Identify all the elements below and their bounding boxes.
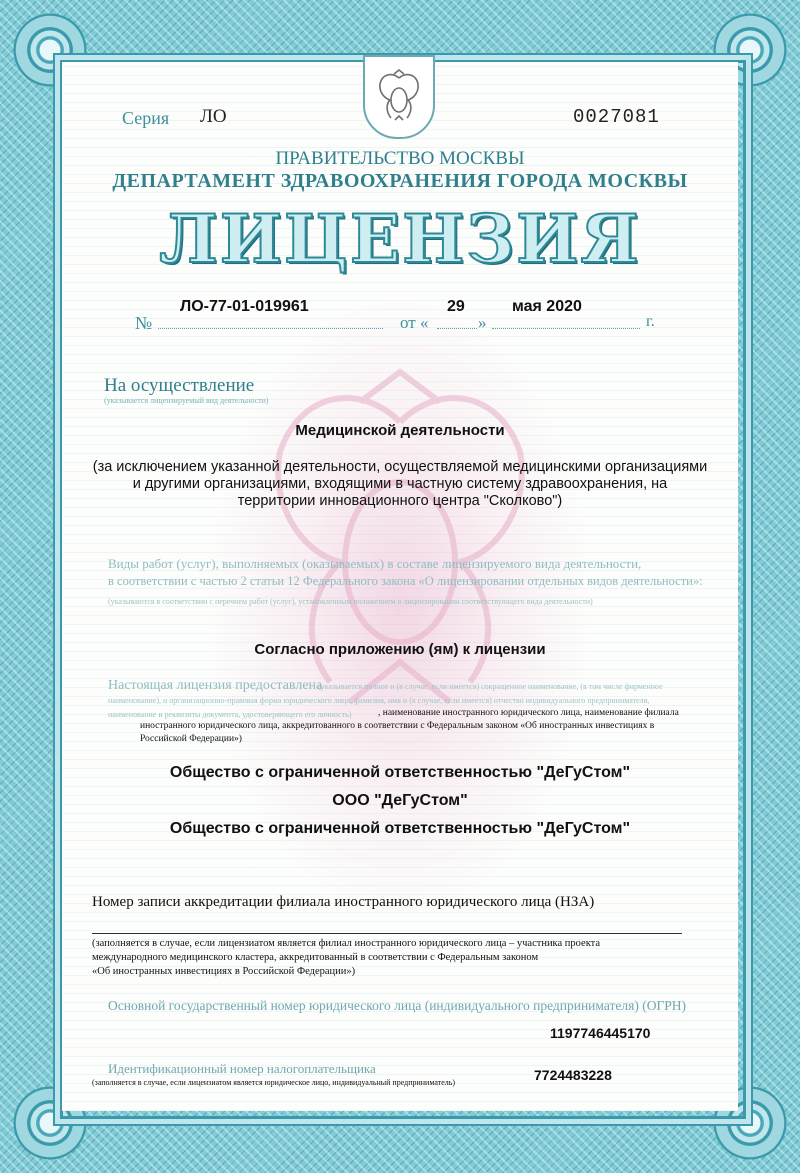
ogrn-value: 1197746445170 bbox=[550, 1025, 651, 1041]
document-title: ЛИЦЕНЗИЯ bbox=[159, 200, 641, 278]
works-value: Согласно приложению (ям) к лицензии bbox=[254, 641, 546, 658]
nza-hint-line: международного медицинского кластера, аккредитованный в соответствии с Федеральным законом bbox=[92, 952, 539, 963]
inn-label: Идентификационный номер налогоплательщика bbox=[108, 1061, 376, 1076]
number-label: № bbox=[135, 313, 153, 333]
department-name: ДЕПАРТАМЕНТ ЗДРАВООХРАНЕНИЯ ГОРОДА МОСКВЫ bbox=[112, 170, 688, 192]
works-hint: (указываются в соответствии с перечнем работ (услуг), установленным положением о лицензировании соответствующего вида деятельности) bbox=[108, 597, 593, 606]
license-month-year: мая 2020 bbox=[512, 298, 582, 315]
grantee-hint-line: наименование и реквизиты документа, удостоверяющего его личность) bbox=[108, 710, 352, 719]
government-name: ПРАВИТЕЛЬСТВО МОСКВЫ bbox=[275, 148, 525, 169]
series-value: ЛО bbox=[200, 106, 227, 127]
activity-name: Медицинской деятельности bbox=[295, 422, 505, 439]
ogrn-label: Основной государственный номер юридического лица (индивидуального предпринимателя) (ОГРН) bbox=[108, 998, 687, 1013]
works-label-line: Виды работ (услуг), выполняемых (оказываемых) в составе лицензируемого вида деятельности, bbox=[108, 556, 642, 571]
series-label: Серия bbox=[122, 108, 170, 128]
number-line bbox=[158, 328, 383, 329]
nza-line bbox=[92, 933, 682, 934]
year-suffix: г. bbox=[646, 313, 655, 330]
coat-of-arms-emblem bbox=[363, 55, 435, 139]
grantee-extra-line: иностранного юридического лица, аккредитованного в соответствии с Федеральным законом «Об иностранных инвестициях в bbox=[140, 721, 655, 731]
grantee-extra-line: Российской Федерации») bbox=[140, 734, 242, 744]
activity-hint: (указывается лицензируемый вид деятельности) bbox=[104, 396, 269, 405]
grantee-label: Настоящая лицензия предоставлена bbox=[108, 678, 323, 693]
works-label-line: в соответствии с частью 2 статьи 12 Федерального закона «О лицензировании отдельных видов деятельности»: bbox=[108, 574, 703, 588]
from-label: от « bbox=[400, 313, 429, 332]
inn-value: 7724483228 bbox=[534, 1067, 612, 1083]
form-number: 0027081 bbox=[573, 106, 660, 128]
day-line bbox=[437, 328, 477, 329]
month-line bbox=[492, 328, 640, 329]
grantee-short-name: ООО "ДеГуСтом" bbox=[332, 792, 468, 809]
grantee-hint-line: наименование), и организационно-правовая форма юридического лица, фамилия, имя и (в случае, если имеется) отчество индивидуального предпринимателя, bbox=[108, 696, 650, 705]
nza-label: Номер записи аккредитации филиала иностранного юридического лица (НЗА) bbox=[92, 894, 595, 910]
grantee-hint-line: (указывается полное и (в случае, если имеется) сокращенное наименование, (в том числе фирменное bbox=[318, 682, 663, 691]
license-day: 29 bbox=[447, 298, 465, 315]
double-headed-eagle-icon bbox=[374, 68, 424, 126]
inn-hint: (заполняется в случае, если лицензиатом является юридическое лицо, индивидуальный предприниматель) bbox=[92, 1078, 456, 1087]
activity-exclusion-line: и другими организациями, входящими в частную систему здравоохранения, на bbox=[132, 476, 668, 492]
grantee-extra-line: , наименование иностранного юридического лица, наименование филиала bbox=[378, 708, 679, 718]
close-quote: » bbox=[478, 313, 487, 332]
nza-hint-line: (заполняется в случае, если лицензиатом является филиал иностранного юридического лица – участника проекта bbox=[92, 938, 601, 949]
activity-label: На осуществление bbox=[104, 375, 255, 396]
nza-hint-line: «Об иностранных инвестициях в Российской Федерации») bbox=[92, 966, 356, 977]
grantee-firm-name: Общество с ограниченной ответственностью "ДеГуСтом" bbox=[169, 820, 631, 837]
grantee-full-name: Общество с ограниченной ответственностью "ДеГуСтом" bbox=[169, 764, 631, 781]
activity-exclusion-line: территории инновационного центра "Сколково") bbox=[237, 493, 563, 509]
license-number: ЛО-77-01-019961 bbox=[180, 298, 309, 315]
activity-exclusion-line: (за исключением указанной деятельности, осуществляемой медицинскими организациями bbox=[92, 459, 708, 475]
